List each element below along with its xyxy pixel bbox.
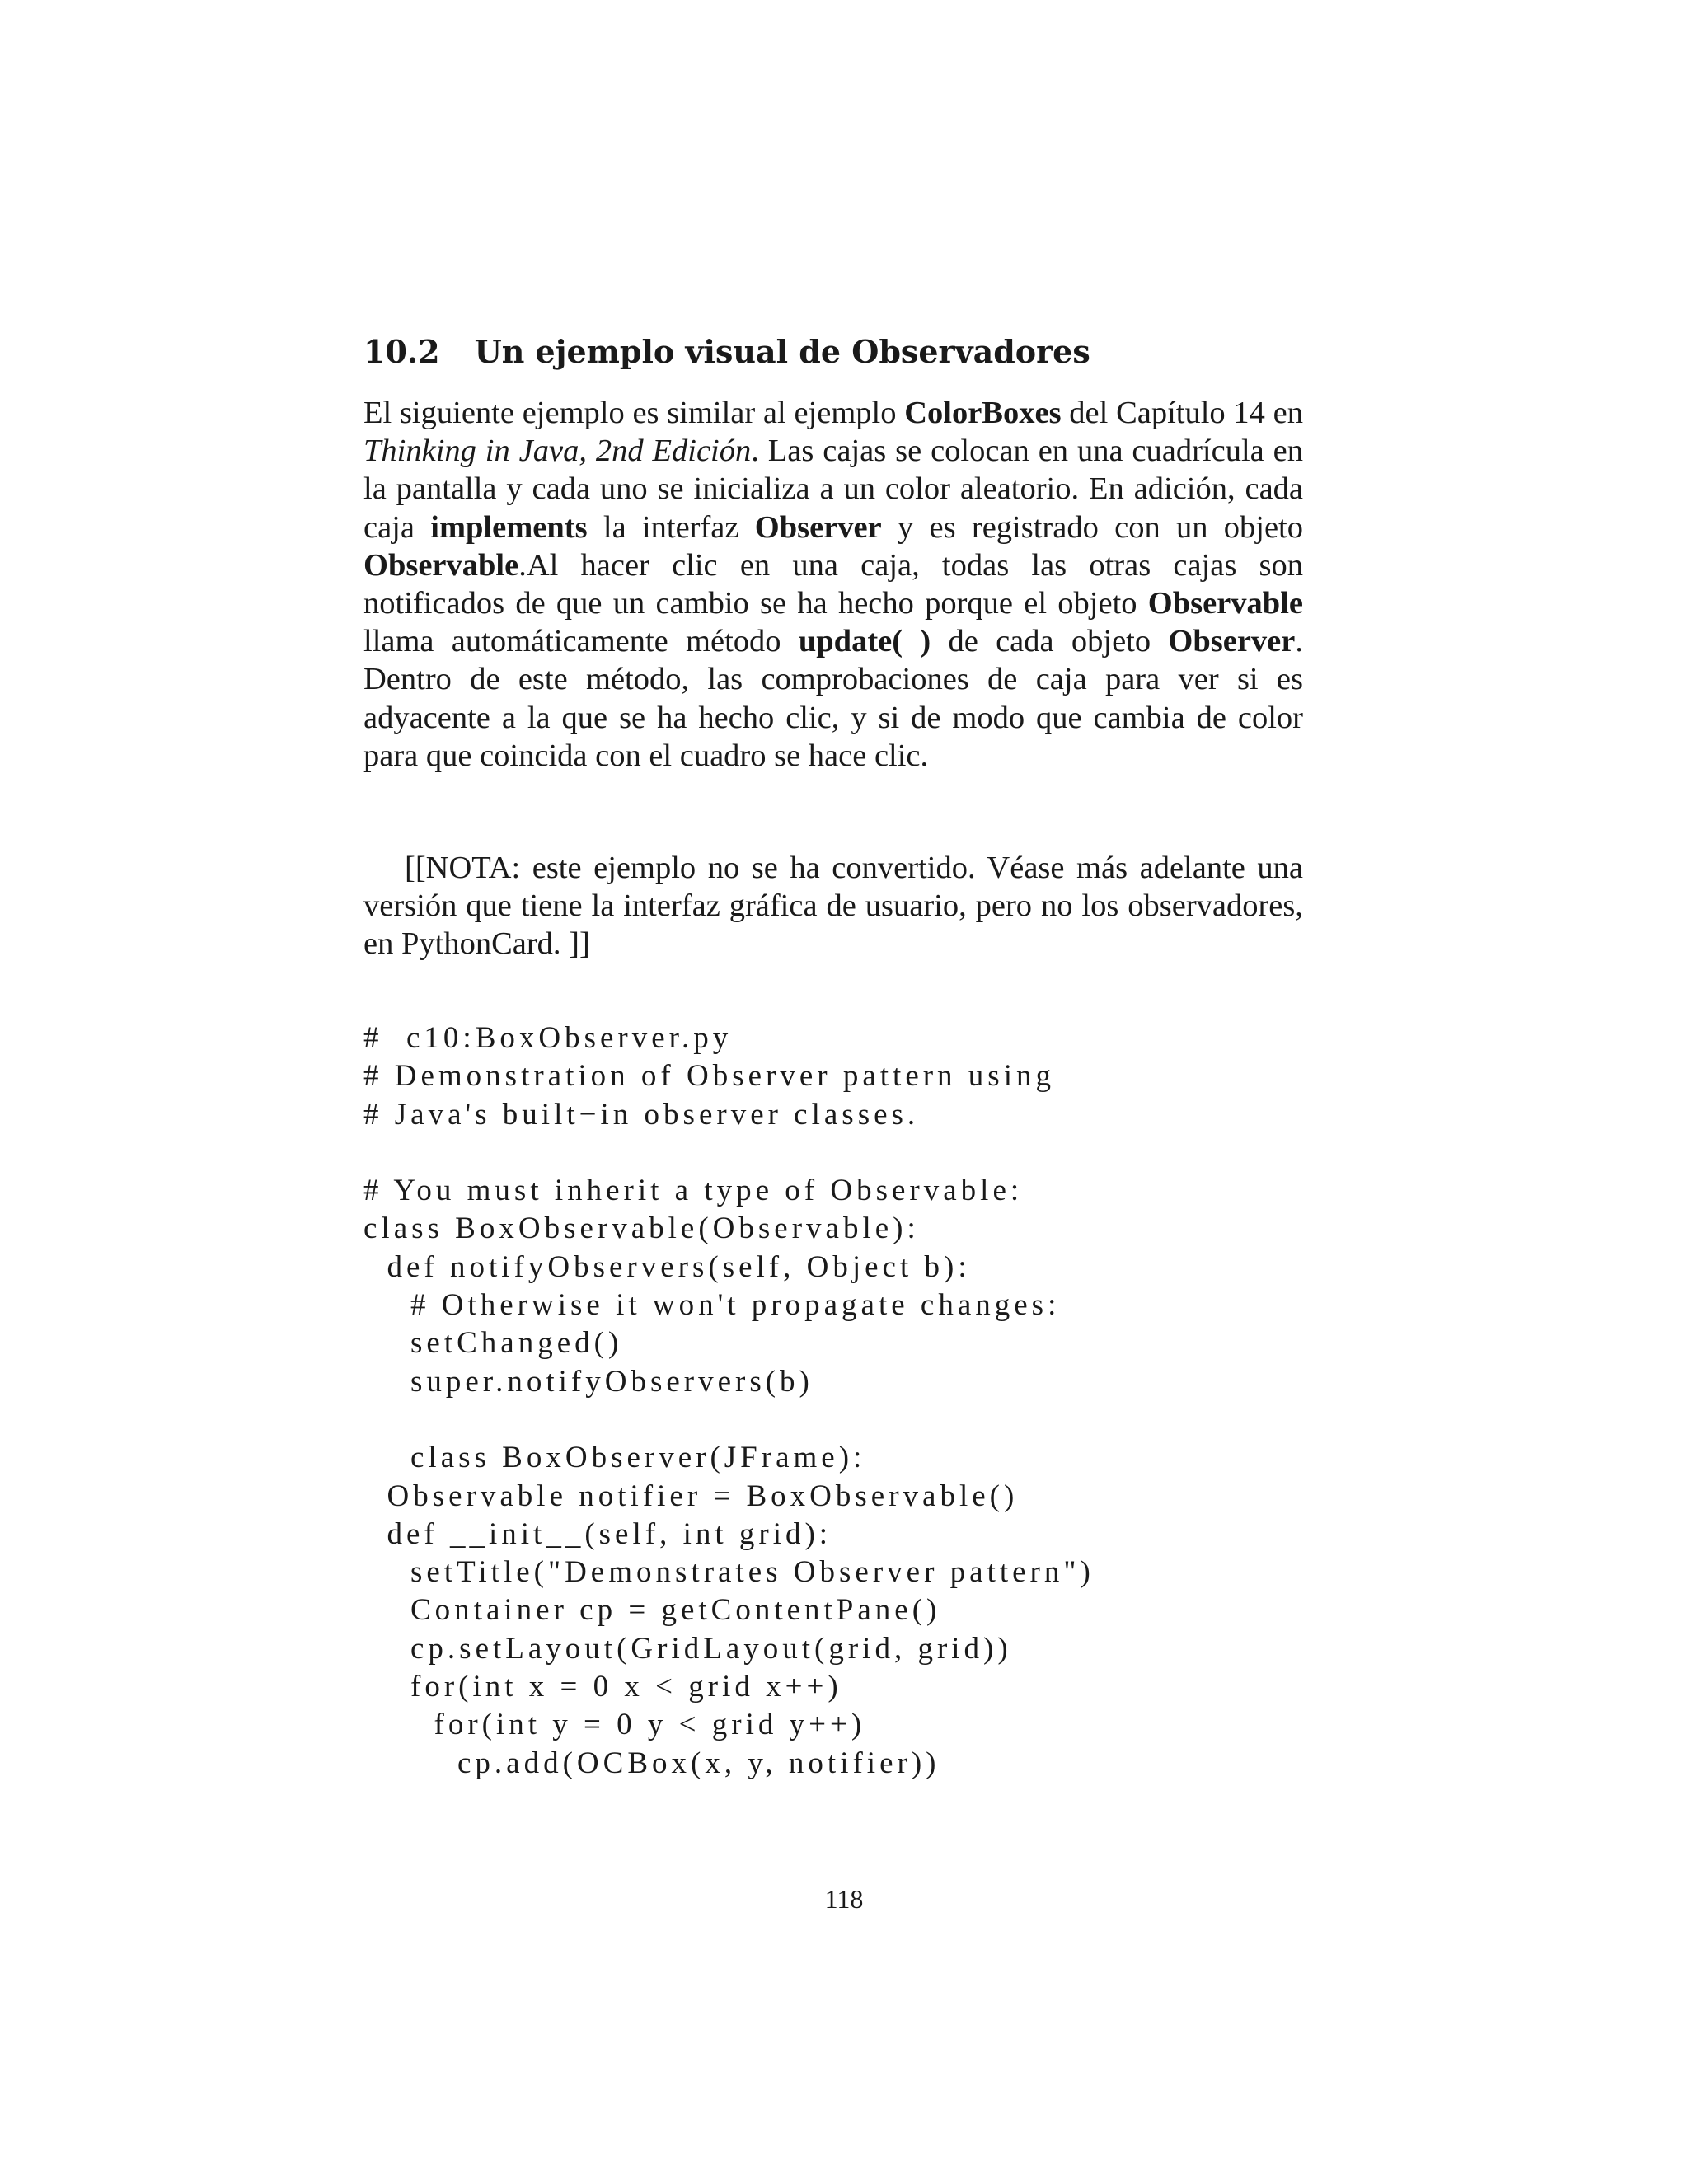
bold-term: ColorBoxes	[904, 396, 1062, 430]
section-heading	[363, 333, 1090, 371]
code-line: # You must inherit a type of Observable:	[363, 1174, 1024, 1208]
code-line: # Demonstration of Observer pattern using	[363, 1059, 1055, 1094]
bold-term: Observer	[754, 509, 882, 545]
code-line: # Otherwise it won't propagate changes:	[363, 1288, 1061, 1323]
code-line: cp.add(OCBox(x, y, notifier))	[363, 1746, 940, 1780]
code-line: class BoxObservable(Observable):	[363, 1212, 920, 1246]
code-line: class BoxObserver(JFrame):	[363, 1441, 866, 1475]
text-run: El siguiente ejemplo es similar al ejemplo	[363, 396, 905, 430]
text-run: y es registrado con un objeto	[881, 509, 1303, 545]
page-number: 118	[824, 1884, 864, 1914]
code-line: def __init__(self, int grid):	[363, 1516, 832, 1551]
code-line: super.notifyObservers(b)	[363, 1364, 814, 1399]
code-line: setChanged()	[363, 1326, 623, 1361]
section-title: Un ejemplo visual de Observadores	[474, 333, 1090, 370]
code-line: Observable notifier = BoxObservable()	[363, 1479, 1019, 1513]
code-line: setTitle("Demonstrates Observer pattern")	[363, 1555, 1095, 1590]
text-run: la interfaz	[587, 509, 755, 545]
bold-term: implements	[430, 509, 588, 545]
section-number: 10.2	[363, 333, 440, 370]
code-line: # Java's built−in observer classes.	[363, 1097, 920, 1132]
text-run: de cada objeto	[931, 624, 1169, 659]
note-paragraph: [[NOTA: este ejemplo no se ha convertido. Véase más adelante una versión que tiene la interfaz gráfica de usuario, pero no los observadores, en PythonCard. ]]	[363, 851, 1303, 962]
text-run: del Capítulo 14 en	[1061, 396, 1304, 430]
code-line: for(int x = 0 x < grid x++)	[363, 1670, 842, 1704]
code-line	[363, 1134, 1353, 1172]
code-line: def notifyObservers(self, Object b):	[363, 1249, 971, 1284]
code-line: # c10:BoxObserver.py	[363, 1021, 733, 1055]
text-run: . Las cajas se colocan en una cuadrícula en la pantalla y cada uno se inicializa a un color aleatorio. En adición, cada caja	[363, 434, 1303, 545]
bold-term: Observable	[363, 547, 519, 583]
code-line: for(int y = 0 y < grid y++)	[363, 1708, 866, 1742]
code-line: Container cp = getContentPane()	[363, 1593, 941, 1628]
code-line	[363, 1401, 1353, 1439]
italic-title: Thinking in Java, 2nd Edición	[363, 434, 752, 469]
intro-paragraph	[363, 394, 1303, 775]
text-run: .Al hacer clic en una caja, todas las otras cajas son notificados de que un cambio se ha hecho porque el objeto	[363, 547, 1303, 621]
bold-term: Observable	[1147, 586, 1303, 621]
bold-term: Observer	[1168, 624, 1296, 659]
code-listing	[363, 1019, 1353, 1783]
code-line: cp.setLayout(GridLayout(grid, grid))	[363, 1631, 1012, 1666]
text-run: . Dentro de este método, las comprobaciones de caja para ver si es adyacente a la que se ha hecho clic, y si de modo que cambia de color para que coincida con el cuadro se hace clic.	[363, 624, 1303, 773]
text-run: llama automáticamente método	[363, 624, 799, 659]
bold-term: update( )	[798, 624, 931, 659]
